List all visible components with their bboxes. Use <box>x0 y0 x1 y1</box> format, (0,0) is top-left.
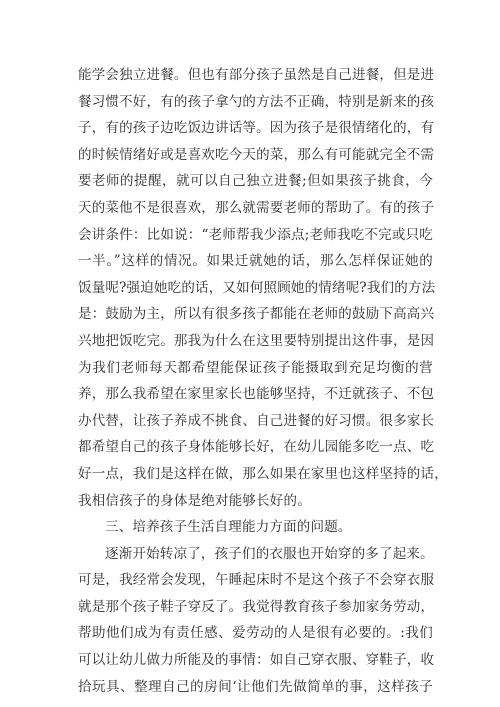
text-line: 会讲条件：比如说：“老师帮我少添点;老师我吃不完或只吃 <box>78 226 433 243</box>
text-line: 要老师的提醒，就可以自己独立进餐;但如果孩子挑食，今 <box>78 173 433 190</box>
text-line: 兴地把饭吃完。那我为什么在这里要特别提出这件事，是因 <box>78 332 435 349</box>
text-line: 办代替，让孩子养成不挑食、自己进餐的好习惯。很多家长 <box>78 412 435 429</box>
text-line: 就是那个孩子鞋子穿反了。我觉得教育孩子参加家务劳动， <box>78 598 435 615</box>
text-line: 为我们老师每天都希望能保证孩子能摄取到充足均衡的营 <box>78 359 433 376</box>
text-line: 逐渐开始转凉了，孩子们的衣服也开始穿的多了起来。 <box>105 545 434 562</box>
text-line: 餐习惯不好，有的孩子拿勺的方法不正确，特别是新来的孩 <box>78 93 435 110</box>
text-line: 养，那么我希望在家里家长也能够坚持，不迁就孩子、不包 <box>78 386 435 403</box>
text-line: 拾玩具、整理自己的房间‘让他们先做简单的事，这样孩子 <box>78 678 433 695</box>
text-line: 可是，我经常会发现，午睡起床时不是这个孩子不会穿衣服 <box>78 572 435 589</box>
text-line: 子，有的孩子边吃饭边讲话等。因为孩子是很情绪化的，有 <box>78 120 435 137</box>
text-line: 是：鼓励为主，所以有很多孩子都能在老师的鼓励下高高兴 <box>78 306 435 323</box>
text-line: 都希望自己的孩子身体能够长好，在幼儿园能多吃一点、吃 <box>78 439 435 456</box>
text-line: 可以让幼儿做力所能及的事情：如自己穿衣服、穿鞋子，收 <box>78 652 435 669</box>
text-line: 天的菜他不是很喜欢，那么就需要老师的帮助了。有的孩子 <box>78 199 435 216</box>
body-text <box>78 62 448 700</box>
text-line: 的时候情绪好或是喜欢吃今天的菜，那么有可能就完全不需 <box>78 146 435 163</box>
text-line: 一半。”这样的情况。如果迁就她的话，那么怎样保证她的 <box>78 253 433 270</box>
text-line: 好一点，我们是这样在做，那么如果在家里也这样坚持的话， <box>78 465 448 482</box>
text-line: 能学会独立进餐。但也有部分孩子虽然是自己进餐，但是进 <box>78 67 435 83</box>
section-heading: 三、培养孩子生活自理能力方面的问题。 <box>105 519 352 536</box>
text-line: 帮助他们成为有责任感、爱劳动的人是很有必要的。:我们 <box>78 625 433 642</box>
text-line: 饭量呢?强迫她吃的话，又如何照顾她的情绪呢?我们的方法 <box>78 279 436 296</box>
text-line: 我相信孩子的身体是绝对能够长好的。 <box>78 492 311 509</box>
